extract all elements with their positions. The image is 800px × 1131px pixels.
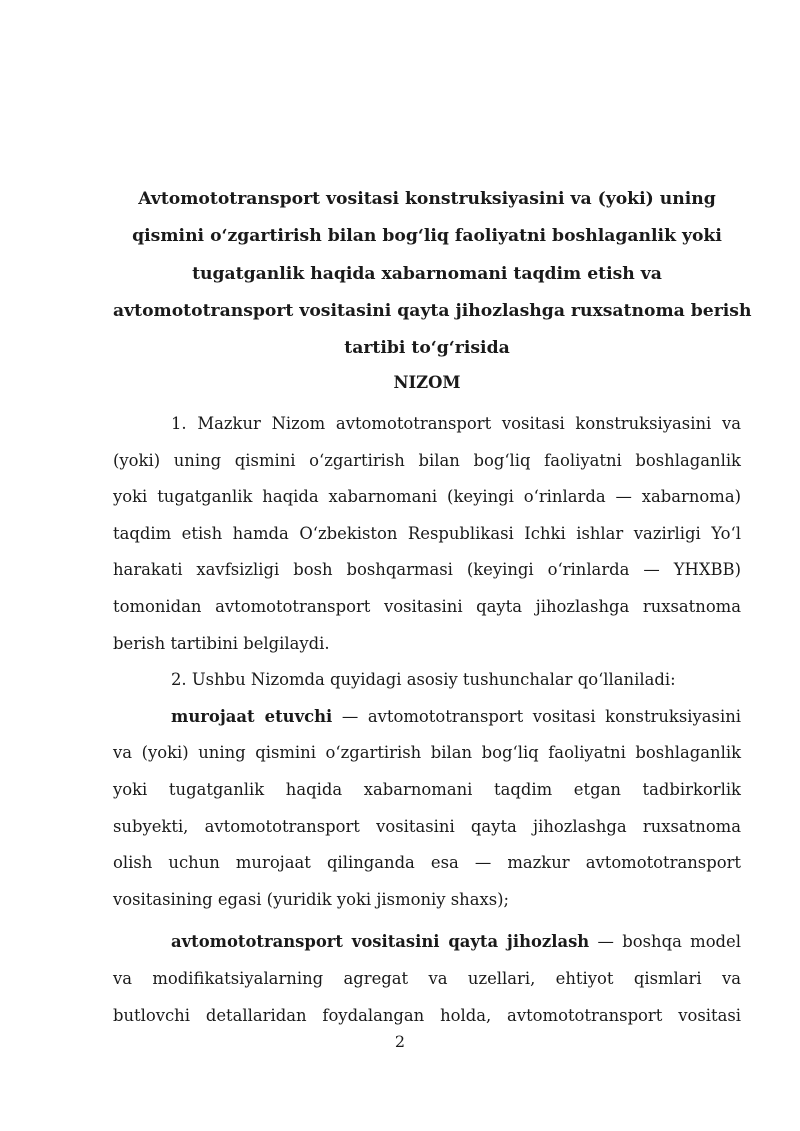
title-line: tugatganlik haqida xabarnomani taqdim etish va [192, 263, 662, 284]
text-line: yoki tugatganlik haqida xabarnomani (keyingi o‘rinlarda — xabarnoma) [113, 487, 741, 507]
text-line [113, 699, 741, 736]
text-line: vositasining egasi (yuridik yoki jismoniy shaxs); [113, 889, 510, 909]
title-line: Avtomototransport vositasi konstruksiyasini va (yoki) uning [138, 189, 716, 209]
document-heading: NIZOM [393, 373, 461, 392]
text-line: subyekti, avtomototransport vositasini qayta jihozlashga ruxsatnoma [113, 816, 741, 836]
text-line: berish tartibini belgilaydi. [113, 633, 330, 653]
text-line: va modifikatsiyalarning agregat va uzellari, ehtiyot qismlari va [113, 968, 741, 988]
paragraph-4 [113, 924, 741, 1034]
title-line: qismini o‘zgartirish bilan bog‘liq faoliyatni boshlaganlik yoki [132, 226, 722, 247]
paragraph-2 [113, 662, 741, 699]
paragraph-3 [113, 699, 741, 919]
text-line: taqdim etish hamda O‘zbekiston Respublikasi Ichki ishlar vazirligi Yo‘l [113, 523, 741, 543]
text-line: tomonidan avtomototransport vositasini qayta jihozlashga ruxsatnoma [113, 596, 741, 616]
title-line: tartibi to‘g‘risida [344, 338, 510, 359]
page-number: 2 [394, 1032, 406, 1051]
text-line: va (yoki) uning qismini o‘zgartirish bilan bog‘liq faoliyatni boshlaganlik [113, 743, 741, 763]
definition-text: — boshqa model [589, 932, 741, 952]
text-line: (yoki) uning qismini o‘zgartirish bilan bog‘liq faoliyatni boshlaganlik [113, 450, 741, 470]
title-line: avtomototransport vositasini qayta jihozlashga ruxsatnoma berish [113, 300, 752, 321]
document-body [113, 406, 741, 1034]
defined-term: avtomototransport vositasini qayta jihozlash [171, 932, 590, 952]
definition-text: — avtomototransport vositasi konstruksiyasini [332, 706, 741, 726]
text-line: olish uchun murojaat qilinganda esa — mazkur avtomototransport [113, 853, 741, 873]
text-line: 1. Mazkur Nizom avtomototransport vositasi konstruksiyasini va [171, 414, 741, 433]
text-line: 2. Ushbu Nizomda quyidagi asosiy tushunchalar qo‘llaniladi: [171, 670, 676, 690]
document-title [113, 181, 752, 367]
paragraph-1 [113, 406, 741, 662]
text-line: butlovchi detallaridan foydalangan holda, avtomototransport vositasi [113, 1005, 741, 1025]
defined-term: murojaat etuvchi [171, 706, 333, 726]
text-line: yoki tugatganlik haqida xabarnomani taqdim etgan tadbirkorlik [113, 779, 741, 799]
text-line [113, 924, 741, 961]
text-line: harakati xavfsizligi bosh boshqarmasi (keyingi o‘rinlarda — YHXBB) [113, 560, 741, 580]
